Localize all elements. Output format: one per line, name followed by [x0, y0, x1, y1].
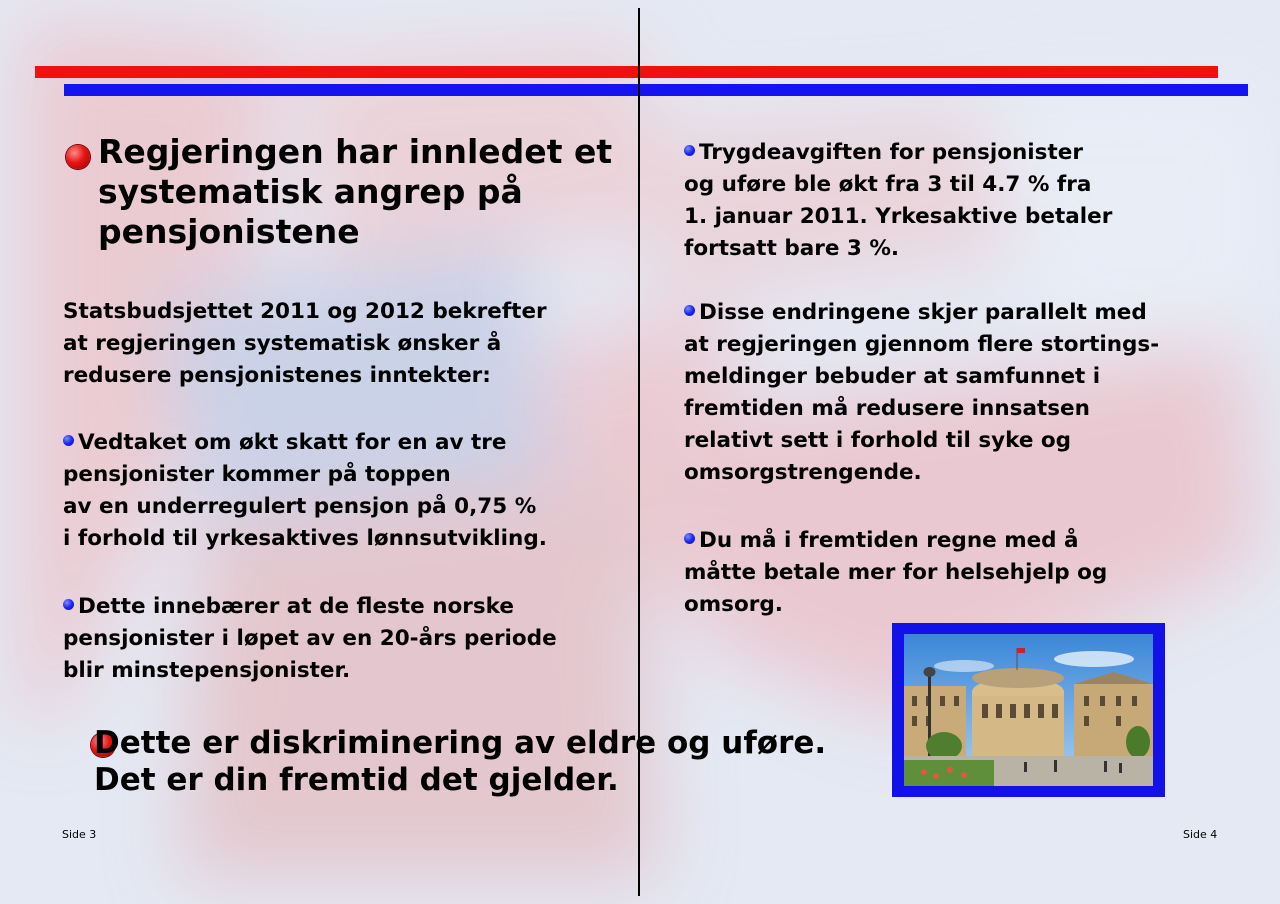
text-line: og uføre ble økt fra 3 til 4.7 % fra: [684, 172, 1092, 197]
text-line: Disse endringene skjer parallelt med: [699, 300, 1147, 325]
red-circle-icon: [66, 145, 90, 169]
stortinget-illustration: [904, 634, 1153, 786]
left-heading: [98, 132, 612, 252]
text-line: pensjonister kommer på toppen: [63, 462, 451, 487]
right-bullet-3: [684, 525, 1107, 621]
text-line: fortsatt bare 3 %.: [684, 236, 900, 261]
text-line: blir minstepensjonister.: [63, 658, 351, 683]
text-line: omsorg.: [684, 592, 783, 617]
text-line: meldinger bebuder at samfunnet i: [684, 364, 1101, 389]
text-line: omsorgstrengende.: [684, 460, 922, 485]
heading-line: systematisk angrep på: [98, 172, 523, 211]
text-line: fremtiden må redusere innsatsen: [684, 396, 1090, 421]
text-line: Du må i fremtiden regne med å: [699, 528, 1079, 553]
text-line: redusere pensjonistenes inntekter:: [63, 363, 491, 388]
text-line: i forhold til yrkesaktives lønnsutvikling.: [63, 526, 547, 551]
conclusion: [94, 725, 826, 799]
blue-circle-icon: [63, 599, 74, 610]
text-line: 1. januar 2011. Yrkesaktive betaler: [684, 204, 1113, 229]
heading-line: pensjonistene: [98, 212, 360, 251]
stortinget-photo: [904, 634, 1153, 786]
text-line: av en underregulert pensjon på 0,75 %: [63, 494, 537, 519]
text-line: Trygdeavgiften for pensjonister: [699, 140, 1083, 165]
text-line: Dette innebærer at de fleste norske: [78, 594, 514, 619]
text-line: Statsbudsjettet 2011 og 2012 bekrefter: [63, 299, 547, 324]
text-line: pensjonister i løpet av en 20-års periode: [63, 626, 557, 651]
blue-circle-icon: [63, 435, 74, 446]
red-top-bar: [35, 66, 1218, 78]
text-line: Vedtaket om økt skatt for en av tre: [78, 430, 507, 455]
text-line: relativt sett i forhold til syke og: [684, 428, 1072, 453]
text-line: Det er din fremtid det gjelder.: [94, 762, 619, 798]
heading-line: Regjeringen har innledet et: [98, 132, 613, 171]
blue-circle-icon: [684, 533, 695, 544]
right-bullet-1: [684, 137, 1112, 265]
left-bullet-1: [63, 427, 547, 555]
blue-circle-icon: [684, 145, 695, 156]
photo-frame: [892, 623, 1165, 797]
text-line: Dette er diskriminering av eldre og uføre.: [94, 725, 827, 761]
intro-paragraph: [63, 296, 547, 392]
text-line: måtte betale mer for helsehjelp og: [684, 560, 1108, 585]
blue-top-bar: [64, 84, 1248, 96]
page-number-right: Side 4: [1183, 828, 1218, 841]
text-line: at regjeringen systematisk ønsker å: [63, 331, 502, 356]
right-bullet-2: [684, 297, 1159, 489]
left-bullet-2: [63, 591, 557, 687]
text-line: at regjeringen gjennom flere stortings-: [684, 332, 1160, 357]
blue-circle-icon: [684, 305, 695, 316]
page-number-left: Side 3: [62, 828, 97, 841]
